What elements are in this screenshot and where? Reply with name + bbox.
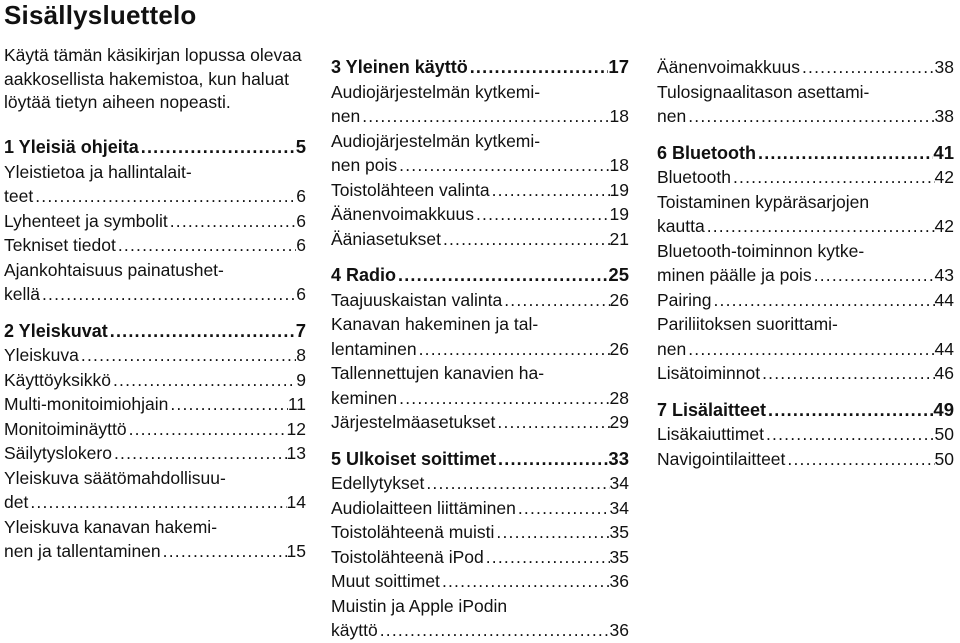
dot-leader: [705, 214, 935, 239]
toc-entry-line-label: Äänenvoimakkuus: [331, 204, 474, 224]
page-number: 15: [286, 541, 306, 562]
toc-entry-line-label: nen: [657, 106, 687, 126]
toc-column-2: [331, 55, 629, 643]
toc-entry-line-label: nen: [331, 106, 361, 126]
toc-entry[interactable]: [4, 441, 306, 466]
toc-entry-text-line: Audiojärjestelmän kytkemi-: [331, 81, 541, 102]
toc-entry-line: [657, 104, 954, 129]
page-number: 9: [296, 369, 306, 390]
toc-entry-line: [4, 441, 306, 466]
toc-entry[interactable]: [4, 209, 306, 234]
page-number: 19: [609, 179, 629, 200]
toc-entry-line: [331, 227, 629, 252]
toc-entry-line: [657, 165, 954, 190]
page-number: 38: [934, 57, 954, 77]
toc-entry-line-label: kautta: [657, 216, 705, 236]
toc-column-3: [657, 55, 954, 471]
toc-entry-line-label: Toistolähteenä muisti: [331, 522, 495, 542]
page-number: 14: [286, 492, 306, 513]
page-number: 21: [609, 228, 629, 249]
dot-leader: [502, 288, 609, 313]
page-number: 25: [608, 264, 629, 285]
page-number: 26: [609, 338, 629, 359]
toc-entry-line-label: nen pois: [331, 155, 398, 175]
toc-entry-line-label: Säilytyslokero: [4, 443, 112, 464]
toc-entry-line: [4, 392, 306, 417]
toc-entry[interactable]: [331, 520, 629, 545]
toc-entry[interactable]: [657, 190, 954, 239]
toc-entry-line-label: Yleiskuva: [4, 345, 79, 366]
chapter-heading[interactable]: [4, 319, 306, 344]
toc-entry[interactable]: [331, 496, 629, 521]
toc-entry-line-label: Järjestelmäasetukset: [331, 412, 496, 432]
toc-entry[interactable]: [4, 417, 306, 442]
page-number: 42: [934, 167, 954, 187]
toc-entry[interactable]: [4, 515, 306, 564]
dot-leader: [516, 496, 610, 521]
dot-leader: [764, 422, 935, 447]
toc-entry-line: [657, 361, 954, 386]
dot-leader: [33, 184, 296, 209]
toc-entry[interactable]: [657, 239, 954, 288]
toc-entry-line: [4, 539, 306, 564]
toc-entry-line: [331, 202, 629, 227]
toc-entry[interactable]: [657, 165, 954, 190]
toc-entry[interactable]: [657, 422, 954, 447]
dot-leader: [40, 282, 296, 307]
toc-entry-line-label: Ääniasetukset: [331, 228, 441, 249]
toc-entry-line-label: Taajuuskaistan valinta: [331, 289, 503, 310]
dot-leader: [756, 141, 933, 166]
dot-leader: [168, 392, 287, 417]
dot-leader: [474, 202, 610, 227]
dot-leader: [785, 447, 934, 472]
page-number: 8: [296, 345, 306, 366]
toc-entry-text-line: Tulosignaalitason asettami-: [657, 81, 870, 102]
page-number: 34: [609, 497, 629, 518]
page-number: 34: [609, 473, 629, 493]
toc-entry-line: [4, 184, 306, 209]
toc-section: [657, 398, 954, 472]
dot-leader: [812, 263, 935, 288]
page-number: 5: [295, 136, 306, 158]
toc-entry-line: [657, 288, 954, 313]
toc-entry[interactable]: [331, 361, 629, 410]
toc-entry-line: [657, 337, 954, 362]
dot-leader: [711, 288, 934, 313]
toc-entry[interactable]: [331, 288, 629, 313]
dot-leader: [28, 490, 286, 515]
toc-entry[interactable]: [331, 545, 629, 570]
toc-section: [331, 263, 629, 435]
toc-entry-text-line: Audiojärjestelmän kytkemi-: [331, 130, 541, 151]
toc-entry[interactable]: [331, 312, 629, 361]
toc-entry-line: [4, 209, 306, 234]
toc-entry[interactable]: [331, 227, 629, 252]
toc-section: [331, 447, 629, 643]
toc-entry-line: [657, 55, 954, 80]
toc-entry[interactable]: [331, 129, 629, 178]
toc-section: [657, 141, 954, 386]
toc-entry-line: [331, 496, 629, 521]
toc-entry-line-label: Toistolähteenä iPod: [331, 546, 484, 567]
toc-entry-line: [331, 569, 629, 594]
dot-leader: [760, 361, 934, 386]
toc-entry[interactable]: [331, 202, 629, 227]
page-number: 13: [286, 443, 306, 464]
toc-entry[interactable]: [4, 368, 306, 393]
toc-entry-line: [331, 288, 629, 313]
page-number: 6: [296, 210, 306, 231]
chapter-heading-label: 7 Lisälaitteet: [657, 399, 767, 420]
page-number: 44: [934, 338, 954, 359]
toc-entry-line: [331, 337, 629, 362]
chapter-heading-label: 2 Yleiskuvat: [4, 320, 108, 341]
toc-entry-text-line: Tallennettujen kanavien ha-: [331, 363, 545, 383]
page-number: 33: [608, 447, 629, 469]
toc-entry[interactable]: [4, 258, 306, 307]
page-number: 28: [609, 387, 629, 408]
toc-section: [4, 135, 306, 307]
page-number: 44: [934, 289, 954, 310]
toc-entry-line-label: Muut soittimet: [331, 571, 440, 591]
toc-entry-line: [657, 447, 954, 472]
page-number: 41: [933, 141, 954, 163]
page-number: 6: [296, 186, 306, 207]
chapter-heading-label: 1 Yleisiä ohjeita: [4, 137, 139, 158]
toc-column-1: [4, 44, 306, 564]
toc-section: [331, 55, 629, 251]
page-number: 18: [609, 106, 629, 126]
page-number: 38: [934, 106, 954, 126]
page-number: 12: [286, 418, 306, 439]
toc-entry-line: [657, 214, 954, 239]
toc-entry[interactable]: [4, 466, 306, 515]
intro-text: Käytä tämän käsikirjan lopussa olevaa aakkosellista hakemistoa, kun haluat löytää tietyn aiheen nopeasti.: [4, 45, 302, 113]
toc-entry[interactable]: [331, 569, 629, 594]
page-number: 7: [295, 319, 306, 341]
toc-entry-line: [331, 410, 629, 435]
toc-entry-line-label: kellä: [4, 284, 40, 305]
dot-leader: [686, 337, 934, 362]
toc-entry-line: [4, 343, 306, 368]
toc-entry-line: [4, 417, 306, 442]
chapter-heading[interactable]: [331, 263, 629, 288]
toc-entry-text-line: Yleiskuva säätömahdollisuu-: [4, 467, 226, 488]
toc-entry-line-label: Multi-monitoimiohjain: [4, 394, 169, 415]
page-number: 6: [296, 235, 306, 256]
page-number: 29: [609, 412, 629, 432]
toc-entry-line: [331, 104, 629, 129]
dot-leader: [397, 386, 609, 411]
toc-entry[interactable]: [657, 312, 954, 361]
toc-entry-line-label: Bluetooth: [657, 167, 731, 187]
toc-entry[interactable]: [657, 447, 954, 472]
page-number: 6: [296, 284, 306, 305]
toc-entry-line-label: Tekniset tiedot: [4, 235, 116, 256]
toc-entry-line-label: lentaminen: [331, 338, 417, 359]
dot-leader: [490, 178, 610, 203]
page-number: 46: [934, 363, 954, 383]
toc-entry[interactable]: [331, 594, 629, 643]
toc-entry-line: [4, 233, 306, 258]
toc-entry-line-label: Navigointilaitteet: [657, 448, 786, 469]
chapter-heading[interactable]: [657, 141, 954, 166]
dot-leader: [116, 233, 296, 258]
toc-entry-line-label: Lyhenteet ja symbolit: [4, 210, 168, 231]
toc-entry-text-line: Pariliitoksen suorittami-: [657, 314, 838, 334]
toc-entry-line-label: Lisäkaiuttimet: [657, 424, 764, 444]
chapter-heading-label: 4 Radio: [331, 265, 397, 285]
page-number: 36: [609, 571, 629, 591]
toc-entry-text-line: Yleistietoa ja hallintalait-: [4, 161, 192, 182]
toc-entry-line: [657, 422, 954, 447]
page-number: 18: [609, 155, 629, 175]
page-number: 17: [608, 56, 629, 77]
page-number: 50: [934, 448, 954, 469]
page-title: Sisällysluettelo: [4, 0, 197, 30]
dot-leader: [417, 337, 610, 362]
dot-leader: [440, 569, 610, 594]
dot-leader: [468, 55, 609, 80]
dot-leader: [396, 263, 608, 288]
toc-entry[interactable]: [657, 80, 954, 129]
toc-entry-line: [331, 520, 629, 545]
toc-entry-line-label: Audiolaitteen liittäminen: [331, 497, 516, 518]
toc-entry-text-line: Ajankohtaisuus painatushet-: [4, 259, 224, 280]
toc-entry-line-label: Äänenvoimakkuus: [657, 57, 800, 77]
dot-leader: [766, 398, 933, 423]
toc-entry-line-label: käyttö: [331, 620, 378, 640]
toc-entry-line-label: Pairing: [657, 289, 712, 310]
dot-leader: [484, 545, 610, 570]
dot-leader: [139, 135, 296, 160]
toc-entry[interactable]: [331, 410, 629, 435]
toc-entry-line: [331, 178, 629, 203]
dot-leader: [360, 104, 609, 129]
toc-entry-line-label: Käyttöyksikkö: [4, 369, 111, 390]
toc-entry-line: [331, 471, 629, 496]
toc-entry-line: [331, 386, 629, 411]
chapter-heading[interactable]: [4, 135, 306, 160]
toc-entry-line-label: Monitoiminäyttö: [4, 418, 127, 439]
dot-leader: [496, 447, 608, 472]
dot-leader: [161, 539, 287, 564]
dot-leader: [168, 209, 297, 234]
toc-entry[interactable]: [331, 471, 629, 496]
toc-entry-text-line: Yleiskuva kanavan hakemi-: [4, 516, 218, 537]
toc-entry-line: [4, 282, 306, 307]
page-number: 19: [609, 204, 629, 224]
toc-entry-text-line: Toistaminen kypäräsarjojen: [657, 191, 870, 212]
toc-entry-line-label: Toistolähteen valinta: [331, 179, 490, 200]
toc-section: [657, 55, 954, 129]
chapter-heading-label: 5 Ulkoiset soittimet: [331, 448, 497, 469]
toc-entry-line-label: nen ja tallentaminen: [4, 541, 161, 562]
toc-entry-text-line: Muistin ja Apple iPodin: [331, 595, 508, 616]
dot-leader: [441, 227, 610, 252]
toc-entry-line: [331, 545, 629, 570]
toc-entry[interactable]: [657, 361, 954, 386]
toc-entry[interactable]: [657, 288, 954, 313]
toc-entry-line-label: nen: [657, 338, 687, 359]
chapter-heading-label: 6 Bluetooth: [657, 142, 756, 163]
dot-leader: [79, 343, 296, 368]
toc-entry[interactable]: [331, 178, 629, 203]
dot-leader: [424, 471, 609, 496]
toc-entry-line: [331, 153, 629, 178]
toc-section: [4, 319, 306, 564]
toc-entry-line: [331, 618, 629, 643]
toc-entry-text-line: Bluetooth-toiminnon kytke-: [657, 240, 865, 261]
page-number: 43: [934, 265, 954, 285]
page-number: 26: [609, 289, 629, 310]
dot-leader: [731, 165, 935, 190]
toc-entry-text-line: Kanavan hakeminen ja tal-: [331, 314, 539, 334]
dot-leader: [127, 417, 287, 442]
toc-entry-line-label: Edellytykset: [331, 473, 425, 493]
toc-entry-line-label: det: [4, 492, 29, 513]
chapter-heading-label: 3 Yleinen käyttö: [331, 57, 468, 77]
chapter-heading[interactable]: [331, 55, 629, 80]
page-number: 42: [934, 216, 954, 236]
dot-leader: [686, 104, 934, 129]
dot-leader: [495, 410, 609, 435]
dot-leader: [112, 441, 287, 466]
page-number: 11: [287, 394, 306, 415]
dot-leader: [397, 153, 609, 178]
toc-entry-line-label: minen päälle ja pois: [657, 265, 812, 285]
toc-entry[interactable]: [657, 55, 954, 80]
page-number: 49: [933, 398, 954, 420]
page-number: 36: [609, 620, 629, 640]
toc-entry-line: [4, 490, 306, 515]
toc-entry-line-label: teet: [4, 186, 34, 207]
page-number: 50: [934, 424, 954, 444]
chapter-heading[interactable]: [331, 447, 629, 472]
toc-entry[interactable]: [4, 160, 306, 209]
dot-leader: [494, 520, 609, 545]
dot-leader: [800, 55, 935, 80]
toc-entry[interactable]: [4, 343, 306, 368]
toc-entry-line-label: Lisätoiminnot: [657, 363, 761, 383]
chapter-heading[interactable]: [657, 398, 954, 423]
dot-leader: [378, 618, 610, 643]
toc-entry[interactable]: [4, 233, 306, 258]
toc-entry-line: [657, 263, 954, 288]
page-number: 35: [609, 546, 629, 567]
page-number: 35: [609, 522, 629, 542]
dot-leader: [108, 319, 296, 344]
toc-entry[interactable]: [331, 80, 629, 129]
toc-entry[interactable]: [4, 392, 306, 417]
toc-entry-line: [4, 368, 306, 393]
dot-leader: [111, 368, 296, 393]
toc-entry-line-label: keminen: [331, 387, 398, 408]
